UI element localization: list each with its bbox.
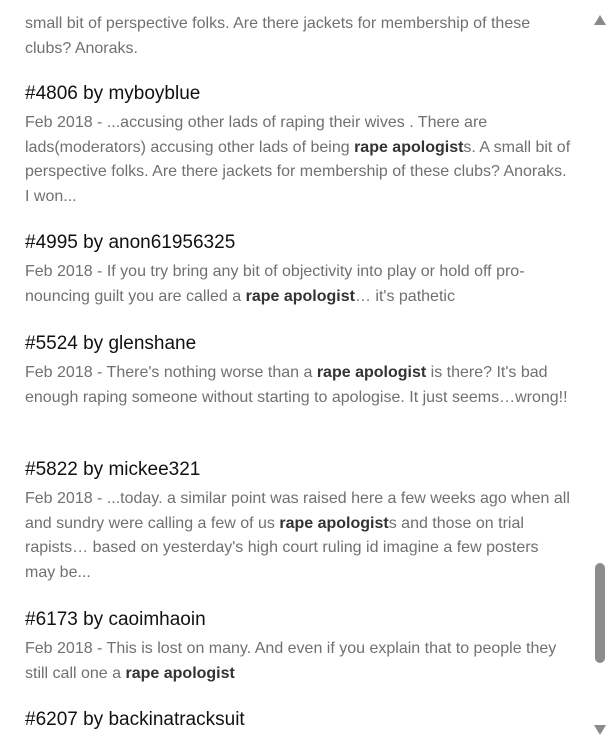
result-item[interactable] xyxy=(25,458,573,585)
result-title[interactable]: #5524 by glenshane xyxy=(25,333,197,354)
snippet-text: s and those on trial rapists… based on yesterday's high court ruling id imagine a few posters may be... xyxy=(25,514,539,581)
result-item[interactable] xyxy=(25,608,573,686)
highlighted-keyword: rape apologist xyxy=(125,664,235,682)
result-item[interactable] xyxy=(25,82,573,209)
result-title[interactable]: #6173 by caoimhaoin xyxy=(25,609,206,630)
result-title[interactable]: #4806 by myboyblue xyxy=(25,83,201,104)
result-snippet xyxy=(25,260,573,309)
snippet-text: is there? It's bad enough raping someone without starting to apologise. It just seems…wrong!! xyxy=(25,364,568,406)
result-item[interactable] xyxy=(25,332,573,410)
result-snippet xyxy=(25,487,573,585)
result-title[interactable]: #6207 by backinatracksuit xyxy=(25,709,245,730)
highlighted-keyword: rape apologist xyxy=(354,138,464,156)
result-title[interactable]: #5822 by mickee321 xyxy=(25,459,201,480)
snippet-text: Feb 2018 - This is lost on many. And even if you explain that to people they still call one a xyxy=(25,640,557,682)
highlighted-keyword: rape apologist xyxy=(316,364,427,381)
snippet-text: Feb 2018 - ...accusing other lads of raping their wives . There are lads(moderators) accusing other lads of being xyxy=(25,114,488,156)
result-snippet xyxy=(25,361,573,410)
result-snippet xyxy=(25,111,573,209)
result-item[interactable] xyxy=(25,231,573,309)
highlighted-keyword: rape apologist xyxy=(279,514,389,532)
scrollbar-thumb[interactable] xyxy=(595,563,605,663)
vertical-scrollbar[interactable] xyxy=(588,0,612,754)
snippet-text: s. A small bit of perspective folks. Are there jackets for membership of these clubs? Anoraks. I won... xyxy=(25,138,571,205)
arrow-down-icon[interactable] xyxy=(594,725,606,735)
result-snippet xyxy=(25,637,573,686)
snippet-text: Feb 2018 - There's nothing worse than a xyxy=(25,364,317,381)
snippet-text: Feb 2018 - ...today. a similar point was raised here a few weeks ago when all and sundry were calling a few of us xyxy=(25,490,570,532)
snippet-text: Feb 2018 - If you try bring any bit of objectivity into play or hold off pronouncing guilt you are called a xyxy=(25,263,525,305)
result-title[interactable]: #4995 by anon61956325 xyxy=(25,232,236,253)
result-item[interactable] xyxy=(25,708,573,737)
arrow-up-icon[interactable] xyxy=(594,15,606,25)
result-snippet-fragment: small bit of perspective folks. Are there jackets for membership of these clubs? Anoraks. xyxy=(25,15,531,57)
highlighted-keyword: rape apologist xyxy=(245,287,355,305)
snippet-text: … it's pathetic xyxy=(354,287,455,305)
